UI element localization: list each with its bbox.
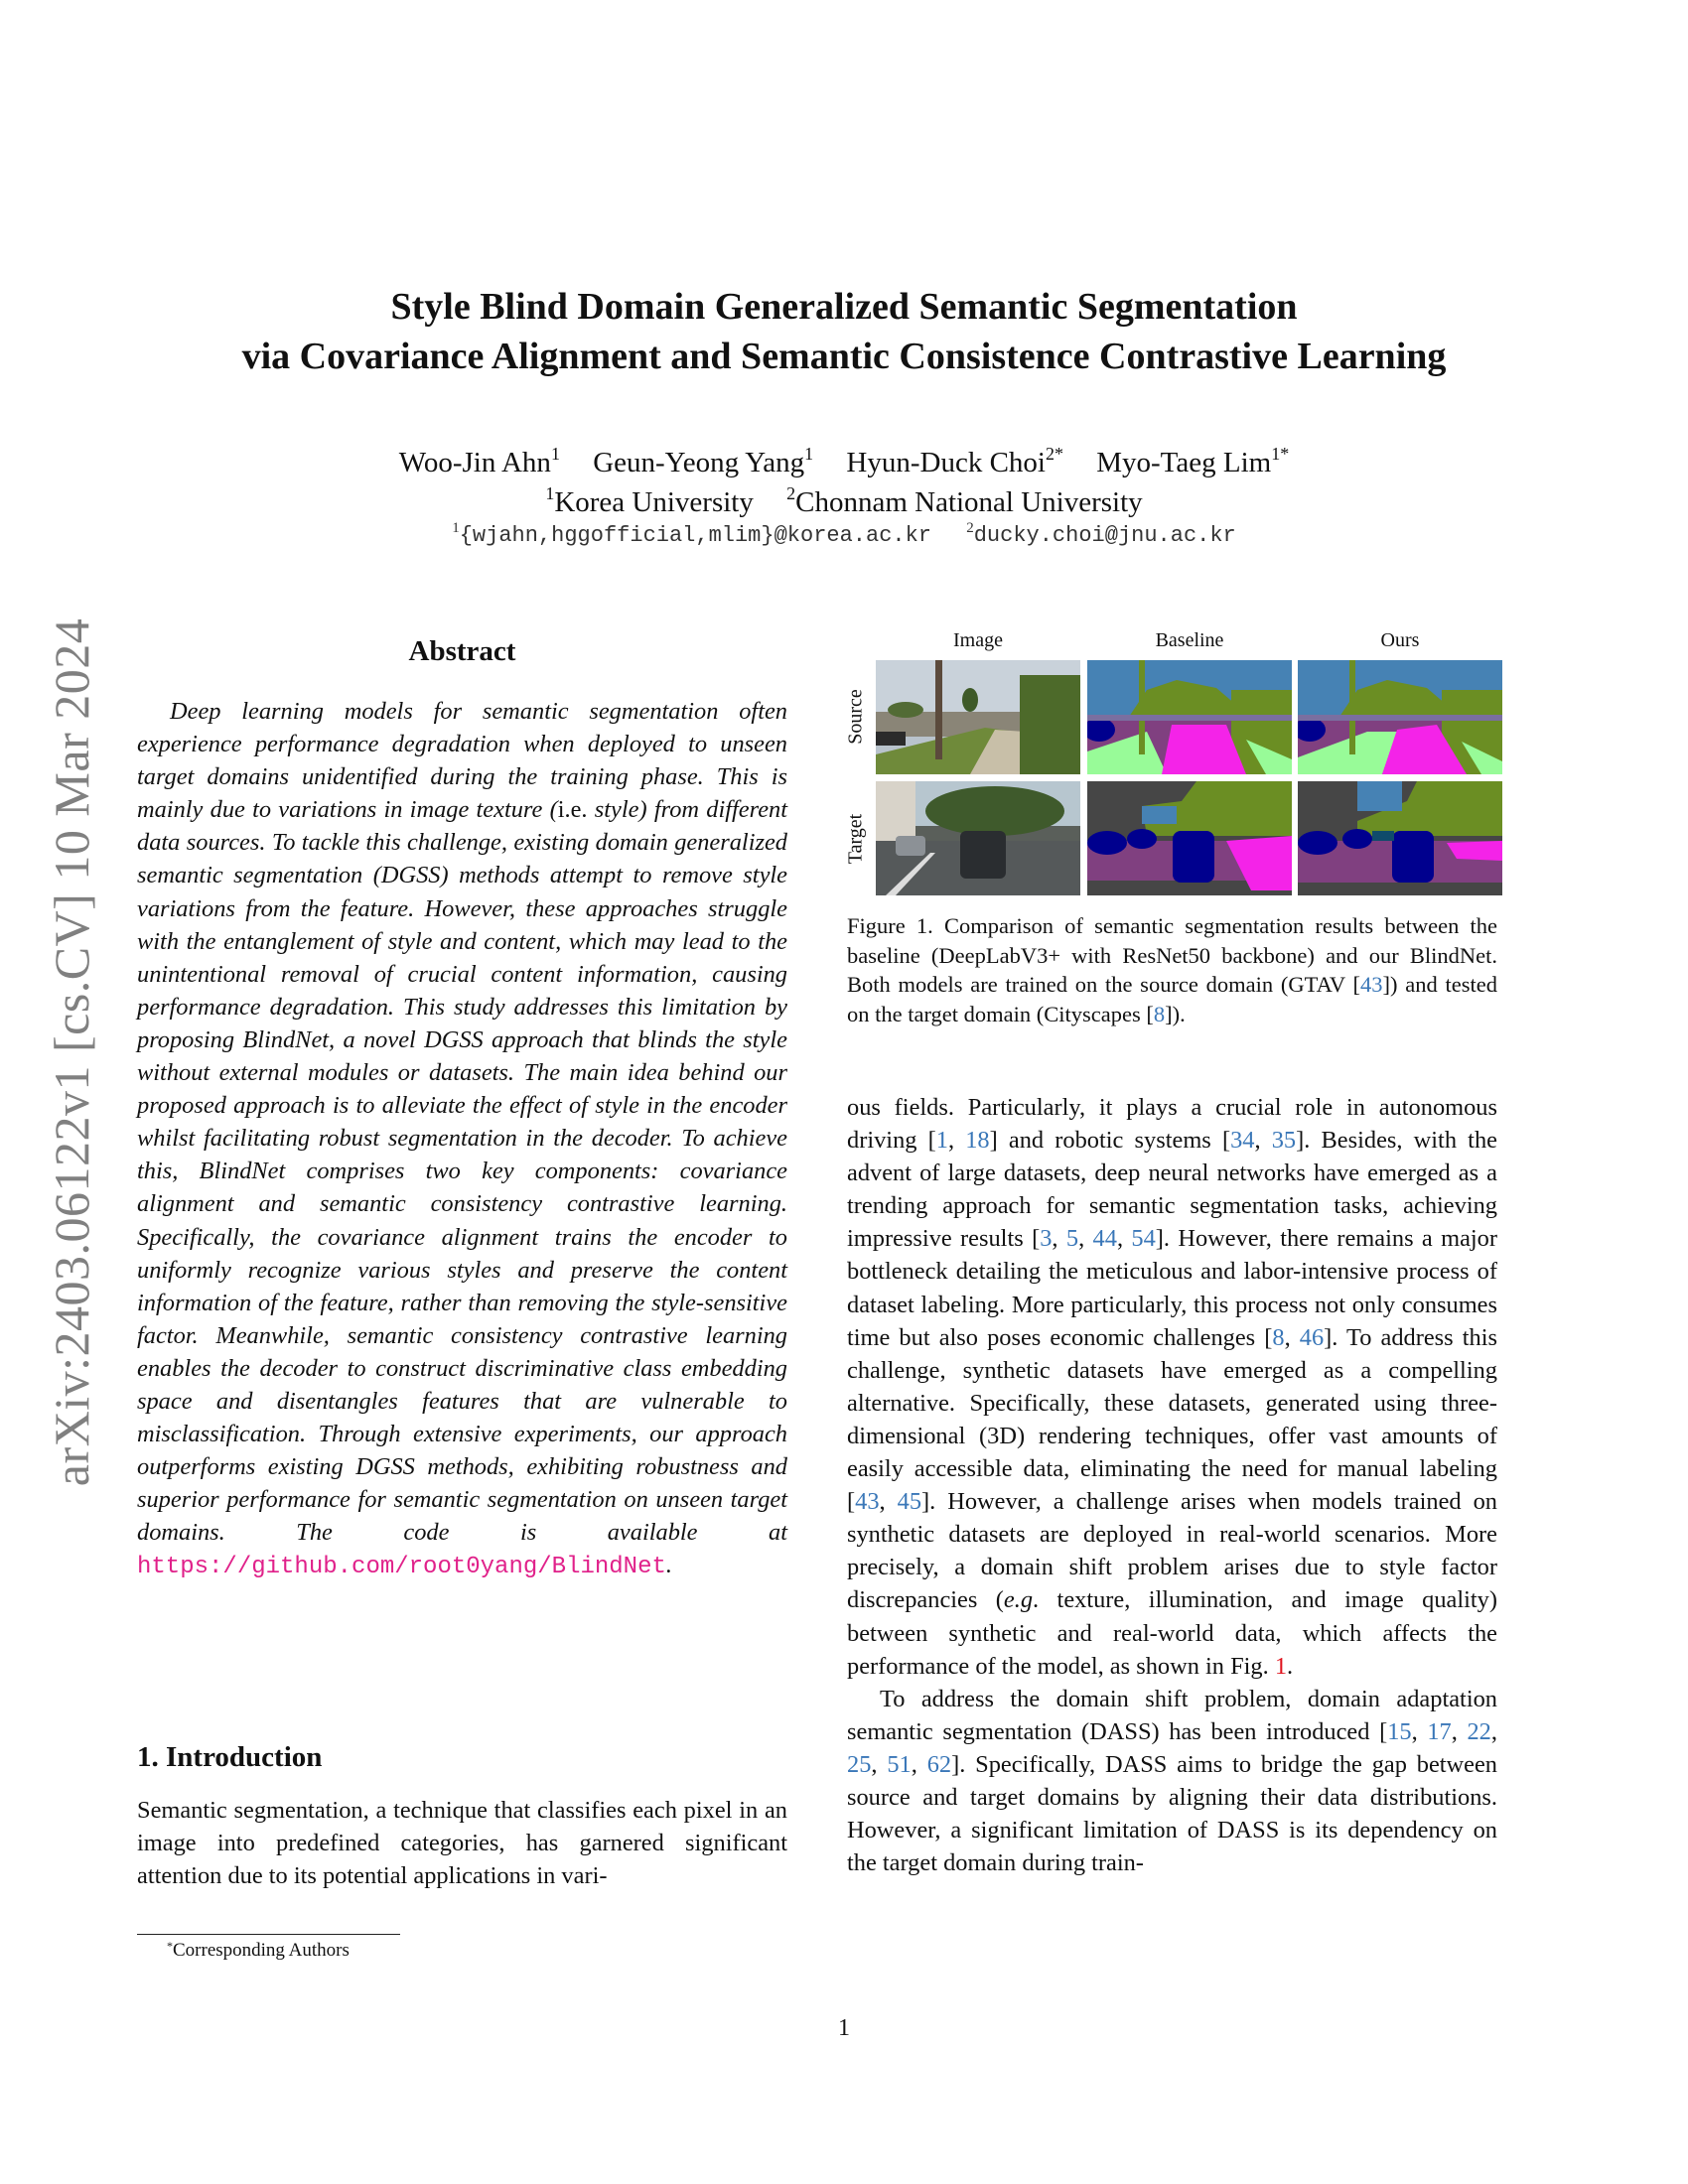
citation-link[interactable]: 54 [1131,1225,1156,1253]
email-affiliation-mark: 1 [452,520,460,536]
citation-link[interactable]: 45 [897,1488,922,1516]
citation-link[interactable]: 1 [935,1127,948,1155]
citation-link[interactable]: 18 [965,1127,990,1155]
section-heading-introduction: 1. Introduction [137,1741,323,1773]
page-number: 1 [838,2015,850,2041]
author-block [0,443,1688,522]
author-emails [0,520,1688,548]
title-line-1: Style Blind Domain Generalized Semantic Segmentation [390,286,1298,328]
author-affiliation-mark: 2* [1045,444,1063,464]
introduction-continued [847,1091,1497,1879]
email-affiliation-mark: 2 [966,520,974,536]
title-line-2: via Covariance Alignment and Semantic Consistence Contrastive Learning [241,336,1447,377]
citation-link[interactable]: 43 [1360,972,1383,998]
introduction-paragraph-2: To address the domain shift problem, domain adaptation semantic segmentation (DASS) has been introduced [15, 17, 22, 25, 51, 62]. Specifically, DASS aims to bridge the gap between source and target domains by aligning their data distributions. However, a significant limitation of DASS is its dependency on the target domain during train- [847,1685,1498,1877]
citation-link[interactable]: 51 [887,1750,912,1778]
citation-link[interactable]: 5 [1065,1225,1079,1253]
author-name: Hyun-Duck Choi [846,447,1046,478]
affiliation-list [0,482,1688,522]
figure-column-label-ours: Ours [1380,629,1420,651]
abstract-body [137,695,787,1584]
affiliation-mark: 2 [786,483,796,503]
citation-link[interactable]: 3 [1040,1225,1053,1253]
citation-link[interactable]: 8 [1153,1001,1166,1026]
citation-link[interactable]: 22 [1467,1717,1491,1745]
email-address[interactable]: {wjahn,hggofficial,mlim}@korea.ac.kr [459,523,932,548]
citation-link[interactable]: 46 [1299,1323,1325,1351]
footnote-text: Corresponding Authors [173,1940,350,1961]
affiliation-name: Chonnam National University [795,486,1143,518]
author-affiliation-mark: 1 [550,444,560,464]
footnote-mark: * [167,1939,173,1953]
introduction-section [137,1741,787,1892]
code-repository-link[interactable]: https://github.com/root0yang/BlindNet [137,1554,666,1581]
paper-title [0,282,1688,381]
citation-link[interactable]: 44 [1092,1225,1117,1253]
figure-source-baseline-segmentation [1087,660,1292,774]
footnote-divider [137,1934,400,1935]
citation-link[interactable]: 15 [1387,1717,1412,1745]
author-affiliation-mark: 1 [804,444,814,464]
caption-text: ]). [1165,1001,1186,1026]
citation-link[interactable]: 17 [1427,1717,1452,1745]
author-name: Geun-Yeong Yang [593,447,805,478]
author-name: Myo-Taeg Lim [1096,447,1272,478]
citation-link[interactable]: 8 [1272,1323,1285,1351]
author-name: Woo-Jin Ahn [398,447,551,478]
figure-source-ours-segmentation [1298,660,1502,774]
caption-text: ]) and tested on the target domain (Cityscapes [ [847,972,1497,1026]
affiliation-name: Korea University [554,486,754,518]
figure-column-label-image: Image [953,629,1003,651]
introduction-paragraph-1-continued: ous fields. Particularly, it plays a crucial role in autonomous driving [1, 18] and robotic systems [34, 35]. Besides, with the advent of large datasets, deep neural networks have emerged as a trending approach for semantic segmentation tasks, achieving impressive results [3, 5, 44, 54]. However, there remains a major bottleneck detailing the meticulous and labor-intensive process of dataset labeling. More particularly, this process not only consumes time but also poses economic challenges [8, 46]. To address this challenge, synthetic datasets have emerged as a compelling alternative. Specifically, these datasets, generated using three-dimensional (3D) rendering techniques, offer vast amounts of easily accessible data, eliminating the need for manual labeling [43, 45]. However, a challenge arises when models trained on synthetic datasets are deployed in real-world scenarios. More precisely, a domain shift problem arises due to style factor discrepancies (e.g. texture, illumination, and image quality) between synthetic and real-world data, which affects the performance of the model, as shown in Fig. 1. [847,1094,1498,1680]
affiliation-mark: 1 [545,483,555,503]
italic-abbreviation: e.g [1003,1586,1034,1614]
arxiv-identifier-stamp: arXiv:2403.06122v1 [cs.CV] 10 Mar 2024 [44,617,99,1487]
author-affiliation-mark: 1* [1271,444,1290,464]
abstract-heading: Abstract [408,635,516,667]
abbreviation-ie: i.e. [557,796,588,824]
footnote-corresponding-authors [167,1940,350,1962]
figure-target-ours-segmentation [1298,781,1502,895]
figure-column-label-baseline: Baseline [1155,629,1224,651]
figure-1-caption [847,911,1497,1028]
citation-link[interactable]: 43 [855,1488,880,1516]
abstract-end-punctuation: . [665,1552,672,1579]
abstract-text: style) from different data sources. To tackle this challenge, existing domain generalized semantic segmentation (DGSS) methods attempt to remove style variations from the feature. However, these approaches struggle with the entanglement of style and content, which may lead to the unintentional removal of crucial content information, causing performance degradation. This study addresses this limitation by proposing BlindNet, a novel DGSS approach that blinds the style without external modules or datasets. The main idea behind our proposed approach is to alleviate the effect of style in the encoder whilst facilitating robust segmentation in the decoder. To achieve this, BlindNet comprises two key components: covariance alignment and semantic consistency contrastive learning. Specifically, the covariance alignment trains the encoder to uniformly recognize various styles and preserve the content information of the feature, rather than removing the style-sensitive factor. Meanwhile, semantic consistency contrastive learning enables the decoder to construct discriminative class embedding space and disentangles features that are vulnerable to misclassification. Through extensive experiments, our approach outperforms existing DGSS methods, exhibiting robustness and superior performance for semantic segmentation on unseen target domains. The code is available at [137,796,787,1547]
figure-target-baseline-segmentation [1087,781,1292,895]
citation-link[interactable]: 34 [1230,1127,1255,1155]
abstract-text: Deep learning models for semantic segmentation often experience performance degradation when deployed to unseen target domains unidentified during the training phase. This is mainly due to variations in image texture ( [137,698,787,824]
figure-reference-link[interactable]: 1 [1274,1652,1288,1680]
abstract-paragraph [137,695,787,1584]
figure-target-photo [876,781,1080,895]
caption-text: Figure 1. Comparison of semantic segmentation results between the baseline (DeepLabV3+ with ResNet50 backbone) and our BlindNet. Both models are trained on the source domain (GTAV [ [847,913,1497,998]
citation-link[interactable]: 25 [847,1750,872,1778]
introduction-paragraph-1-start: Semantic segmentation, a technique that classifies each pixel in an image into predefined categories, has garnered significant attention due to its potential applications in vari- [137,1797,787,1890]
figure-source-photo [876,660,1080,774]
figure-row-label-source: Source [844,689,867,745]
citation-link[interactable]: 62 [926,1750,952,1778]
author-list [0,443,1688,482]
email-address[interactable]: ducky.choi@jnu.ac.kr [973,523,1236,548]
citation-link[interactable]: 35 [1271,1127,1297,1155]
figure-row-label-target: Target [844,813,867,865]
